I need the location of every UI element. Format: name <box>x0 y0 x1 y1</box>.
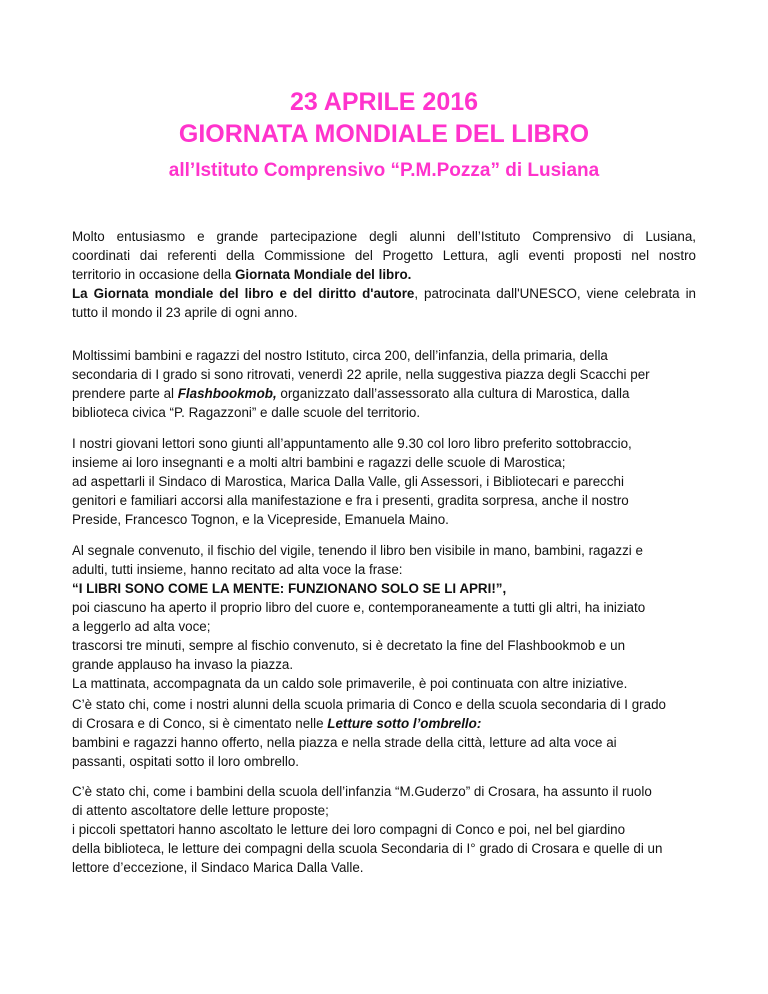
text-line: Molto entusiasmo e grande partecipazione degli alunni dell’Istituto Comprensivo di Lusiana, <box>72 229 696 244</box>
subtitle-school: all’Istituto Comprensivo “P.M.Pozza” di Lusiana <box>168 160 600 181</box>
paragraph-signal <box>72 541 696 693</box>
text-line: di Crosara e di Conco, si è cimentato nelle Letture sotto l’ombrello: <box>72 716 482 731</box>
text-line: Moltissimi bambini e ragazzi del nostro Istituto, circa 200, dell’infanzia, della primaria, della <box>72 348 608 363</box>
text-line: della biblioteca, le letture dei compagni della scuola Secondaria di I° grado di Crosara e quelle di un <box>72 841 663 856</box>
text-line: i piccoli spettatori hanno ascoltato le letture dei loro compagni di Conco e poi, nel bel giardino <box>72 822 626 837</box>
text-line: coordinati dai referenti della Commissione del Progetto Lettura, agli eventi proposti nel nostro <box>72 248 696 263</box>
text-line: C’è stato chi, come i bambini della scuola dell’infanzia “M.Guderzo” di Crosara, ha assunto il ruolo <box>72 784 652 799</box>
text-line: C’è stato chi, come i nostri alunni della scuola primaria di Conco e della scuola secondaria di I grado <box>72 697 666 712</box>
bold-event-name: Giornata Mondiale del libro. <box>235 267 412 282</box>
text-line: La mattinata, accompagnata da un caldo sole primaverile, è poi continuata con altre iniziative. <box>72 676 628 691</box>
text-line: lettore d’eccezione, il Sindaco Marica Dalla Valle. <box>72 860 364 875</box>
paragraph-umbrella <box>72 695 696 771</box>
bold-motto: “I LIBRI SONO COME LA MENTE: FUNZIONANO SOLO SE LI APRI!”, <box>72 581 507 596</box>
text-line: Al segnale convenuto, il fischio del vigile, tenendo il libro ben visibile in mano, bambini, ragazzi e <box>72 543 643 558</box>
bold-event-full-name: La Giornata mondiale del libro e del diritto d'autore <box>72 286 415 301</box>
text-line: grande applauso ha invaso la piazza. <box>72 657 294 672</box>
text-line: I nostri giovani lettori sono giunti all’appuntamento alle 9.30 col loro libro preferito sottobraccio, <box>72 436 632 451</box>
bold-italic-umbrella-readings: Letture sotto l’ombrello: <box>327 716 482 731</box>
paragraph-arrival <box>72 434 696 529</box>
text-line: insieme ai loro insegnanti e a molti altri bambini e ragazzi delle scuole di Marostica; <box>72 455 566 470</box>
text-line: trascorsi tre minuti, sempre al fischio convenuto, si è decretato la fine del Flashbookmob e un <box>72 638 626 653</box>
text-line: passanti, ospitati sotto il loro ombrello. <box>72 754 300 769</box>
text-line: bambini e ragazzi hanno offerto, nella piazza e nella strade della città, letture ad alta voce ai <box>72 735 617 750</box>
title-date: 23 APRILE 2016 <box>289 88 479 116</box>
bold-italic-flashbookmob: Flashbookmob, <box>177 386 277 401</box>
text-line: prendere parte al Flashbookmob, organizzato dall’assessorato alla cultura di Marostica, dalla <box>72 386 630 401</box>
text-line: secondaria di I grado si sono ritrovati, venerdì 22 aprile, nella suggestiva piazza degli Scacchi per <box>72 367 650 382</box>
text-line: a leggerlo ad alta voce; <box>72 619 211 634</box>
text-line: ad aspettarli il Sindaco di Marostica, Marica Dalla Valle, gli Assessori, i Bibliotecari e parecchi <box>72 474 624 489</box>
paragraph-listeners <box>72 782 696 877</box>
text-line: biblioteca civica “P. Ragazzoni” e dalle scuole del territorio. <box>72 405 421 420</box>
text-line: territorio in occasione della Giornata Mondiale del libro. <box>72 267 412 282</box>
text-line: La Giornata mondiale del libro e del diritto d'autore, patrocinata dall'UNESCO, viene celebrata in <box>72 286 696 301</box>
text-line: tutto il mondo il 23 aprile di ogni anno. <box>72 305 298 320</box>
text-line <box>72 579 696 598</box>
text-line: genitori e familiari accorsi alla manifestazione e fra i presenti, gradita sorpresa, anche il nostro <box>72 493 629 508</box>
text-line: adulti, tutti insieme, hanno recitato ad alta voce la frase: <box>72 562 403 577</box>
text-line: Preside, Francesco Tognon, e la Vicepreside, Emanuela Maino. <box>72 512 449 527</box>
paragraph-flashbookmob <box>72 346 696 422</box>
paragraph-intro <box>72 227 696 322</box>
title-event: GIORNATA MONDIALE DEL LIBRO <box>178 120 590 148</box>
text-line: poi ciascuno ha aperto il proprio libro del cuore e, contemporaneamente a tutti gli altri, ha iniziato <box>72 600 646 615</box>
text-line: di attento ascoltatore delle letture proposte; <box>72 803 329 818</box>
